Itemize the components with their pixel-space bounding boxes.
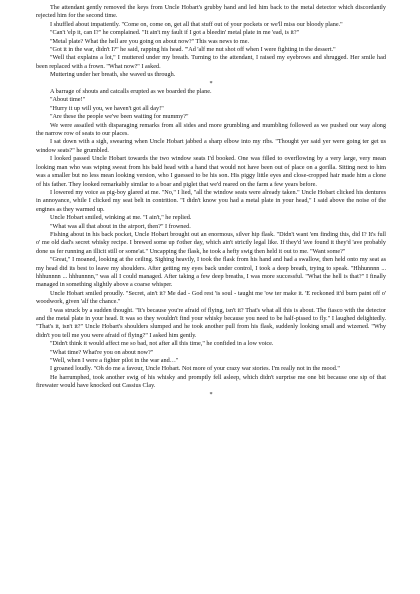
paragraph: We were assailed with disparaging remarks from all sides and more grumbling and mumbling followed as we pushed our way along the narrow row of seats to our places. xyxy=(36,121,386,138)
paragraph: "Got it in the war, didn't I?" he said, rapping his head. "'Ad 'alf me nut shot off when I were fighting in the dessert." xyxy=(50,46,336,54)
paragraph: I shuffled about impatiently. "Come on, come on, get all that stuff out of your pockets or we'll miss our bloody plane." xyxy=(50,20,343,28)
paragraph: The attendant gently removed the keys from Uncle Hobart's grubby hand and led him back to the metal detector which discordantly rejected him for the second time. xyxy=(36,4,386,20)
scene-break: * xyxy=(209,390,213,398)
scene-break: * xyxy=(209,79,213,87)
paragraph: "What was all that about in the airport, then?" I frowned. xyxy=(50,222,191,230)
paragraph: A barrage of shouts and catcalls erupted as we boarded the plane. xyxy=(50,88,212,96)
paragraph: Uncle Hobart smiled, winking at me. "I ain't," he replied. xyxy=(50,214,192,222)
paragraph: "Hurry it up will you, we haven't got all day!" xyxy=(50,104,164,112)
paragraph: I lowered my voice as pig-boy glared at me. "No," I lied, "all the window seats were already taken." Uncle Hobart clicked his dentures in annoyance, while I clicked my seat belt in contrition. "I didn't know you had a metal plate in your head," I said above the noise of the engines as they warmed up. xyxy=(36,188,386,213)
paragraph: Muttering under her breath, she waved us through. xyxy=(50,71,176,79)
paragraph: Fishing about in his back pocket, Uncle Hobart brought out an enormous, silver hip flask. "Didn't want 'em finding this, did I? It's full o' me old dad's secret whisky recipe. I brewed some up t'other day, which ain't strictly legal like. If they'd 'ave found it they'd 'ave probably done us fer running an illicit still or some'at." Uncapping the flask, he took a hefty swig then held it out to me. "Want some?" xyxy=(36,230,386,255)
paragraph: "Great," I moaned, looking at the ceiling. Sighing heavily, I took the flask from his hand and had a swallow, then held onto my seat as my head did its best to leave my shoulders. After getting my eyes back under control, I took a deep breath, trying to speak. "Hhhunnnn ... hhhunnnn ... hhhunnnn," was all I could managed. After taking a few deep breaths, I was more successful. "What the hell is that?" I finally managed in something slightly above a coarse whisper. xyxy=(36,256,386,289)
paragraph: I sat down with a sigh, swearing when Uncle Hobart jabbed a sharp elbow into my ribs. "Thought yer said yer were going ter get us window seats?" he grumbled. xyxy=(36,138,386,154)
paragraph: I looked passed Uncle Hobart towards the two window seats I'd booked. One was filled to overflowing by a very large, very mean looking man who was wiping sweat from his bald head with a hand that would not have been out of place on a gorilla. Sitting next to him was a smaller but no less mean looking version, who I guessed to be his son. His piggy little eyes and close-cropped hair made him a clone of his father. They looked remarkably similar to a boar and piglet that we'd reared on the farm a few years before. xyxy=(36,155,386,188)
paragraph: "Metal plate? What the hell are you going on about now?" This was news to me. xyxy=(50,37,249,45)
paragraph: I was struck by a sudden thought. "It's because you're afraid of flying, isn't it? That's what all this is about. The fiasco with the detector and the metal plate in your head. It was so they wouldn't find your whisky because you need to be half-pissed to fly." I laughed delightedly. "That's it, isn't it?" Uncle Hobart's shoulders slumped and he took another pull from his flask, suddenly looking small and wizened. "Why didn't you tell me you were afraid of flying?" I asked him gently. xyxy=(36,306,386,339)
paragraph: Uncle Hobart smiled proudly. "Secret, ain't it? Me dad - God rest 'is soul - taught me 'ow ter make it. 'E reckoned it'd burn paint off o' woodwork, given 'alf the chance." xyxy=(36,289,386,306)
paragraph: "Are these the people we've been waiting for mummy?" xyxy=(50,113,189,121)
paragraph: He harrumphed, took another swig of his whisky and promptly fell asleep, which didn't surprise me one bit because one sip of that firewater would have knocked out Cassius Clay. xyxy=(36,373,386,390)
paragraph: "Didn't think it would affect me so bad, not after all this time," he confided in a low voice. xyxy=(50,340,274,348)
paragraph: "Well that explains a lot," I muttered under my breath. Turning to the attendant, I raised my eyebrows and shrugged. Her smile had been replaced with a frown. "What now?" I asked. xyxy=(36,54,386,70)
paragraph: I groaned loudly. "Oh do me a favour, Uncle Hobart. Not more of your crazy war stories. I'm really not in the mood." xyxy=(50,365,340,373)
document-page xyxy=(36,4,386,399)
paragraph: "What time? What're you on about now?" xyxy=(50,348,154,356)
paragraph: "Well, when I were a fighter pilot in the war and…" xyxy=(50,357,179,365)
paragraph: "About time!" xyxy=(50,96,86,104)
paragraph: "Can't 'elp it, can I?" he complained. "It ain't my fault if I got a bleedin' metal plate in me 'ead, is it?" xyxy=(50,29,300,37)
